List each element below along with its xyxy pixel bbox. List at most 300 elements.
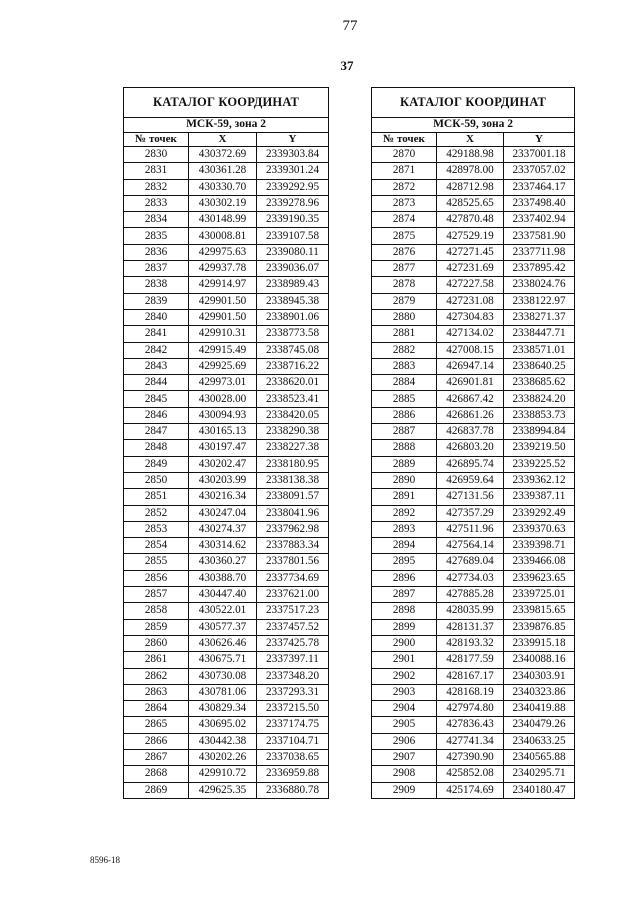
cell-y: 2337895.42 <box>504 261 575 277</box>
table-row <box>372 179 575 195</box>
cell-point-number: 2871 <box>372 163 437 179</box>
cell-x: 430829.34 <box>189 701 257 717</box>
cell-point-number: 2906 <box>372 733 437 749</box>
cell-point-number: 2857 <box>124 587 189 603</box>
cell-y: 2338091.57 <box>257 489 329 505</box>
cell-y: 2337104.71 <box>257 733 329 749</box>
cell-point-number: 2891 <box>372 489 437 505</box>
cell-point-number: 2890 <box>372 472 437 488</box>
cell-y: 2337425.78 <box>257 635 329 651</box>
cell-point-number: 2899 <box>372 619 437 635</box>
table-row <box>372 326 575 342</box>
cell-point-number: 2909 <box>372 782 437 798</box>
cell-x: 427564.14 <box>437 538 504 554</box>
catalog-title: КАТАЛОГ КООРДИНАТ <box>372 88 575 118</box>
cell-y: 2338420.05 <box>257 407 329 423</box>
cell-x: 427357.29 <box>437 505 504 521</box>
cell-x: 428193.32 <box>437 635 504 651</box>
table-row <box>372 587 575 603</box>
cell-y: 2338523.41 <box>257 391 329 407</box>
cell-y: 2339876.85 <box>504 619 575 635</box>
cell-x: 430330.70 <box>189 179 257 195</box>
table-row <box>124 766 329 782</box>
table-row <box>124 489 329 505</box>
cell-y: 2339278.96 <box>257 195 329 211</box>
cell-x: 426901.81 <box>437 375 504 391</box>
cell-point-number: 2902 <box>372 668 437 684</box>
cell-point-number: 2907 <box>372 749 437 765</box>
table-row <box>372 440 575 456</box>
cell-point-number: 2835 <box>124 228 189 244</box>
table-row <box>124 554 329 570</box>
table-row <box>372 342 575 358</box>
cell-x: 430675.71 <box>189 652 257 668</box>
cell-point-number: 2830 <box>124 147 189 163</box>
cell-point-number: 2884 <box>372 375 437 391</box>
cell-point-number: 2874 <box>372 212 437 228</box>
cell-point-number: 2898 <box>372 603 437 619</box>
cell-point-number: 2850 <box>124 472 189 488</box>
cell-y: 2340419.88 <box>504 701 575 717</box>
cell-x: 430442.38 <box>189 733 257 749</box>
column-header-point: № точек <box>372 132 437 147</box>
cell-y: 2336880.78 <box>257 782 329 798</box>
cell-point-number: 2905 <box>372 717 437 733</box>
cell-y: 2339080.11 <box>257 244 329 260</box>
cell-y: 2338024.76 <box>504 277 575 293</box>
cell-y: 2338745.08 <box>257 342 329 358</box>
cell-y: 2337057.02 <box>504 163 575 179</box>
cell-point-number: 2856 <box>124 570 189 586</box>
table-row <box>124 619 329 635</box>
table-row <box>124 212 329 228</box>
cell-y: 2338640.25 <box>504 358 575 374</box>
catalog-body <box>124 147 329 799</box>
cell-point-number: 2844 <box>124 375 189 391</box>
cell-point-number: 2870 <box>372 147 437 163</box>
cell-x: 428712.98 <box>437 179 504 195</box>
table-row <box>372 489 575 505</box>
column-header-x: X <box>437 132 504 147</box>
table-row <box>372 277 575 293</box>
cell-x: 429625.35 <box>189 782 257 798</box>
cell-point-number: 2897 <box>372 587 437 603</box>
cell-x: 425852.08 <box>437 766 504 782</box>
cell-x: 425174.69 <box>437 782 504 798</box>
table-row <box>124 521 329 537</box>
cell-x: 428167.17 <box>437 668 504 684</box>
table-row <box>372 244 575 260</box>
cell-x: 430202.47 <box>189 456 257 472</box>
cell-x: 430197.47 <box>189 440 257 456</box>
cell-x: 429925.69 <box>189 358 257 374</box>
cell-point-number: 2842 <box>124 342 189 358</box>
cell-x: 429914.97 <box>189 277 257 293</box>
page-number: 77 <box>342 18 358 34</box>
cell-x: 429973.01 <box>189 375 257 391</box>
cell-y: 2339623.65 <box>504 570 575 586</box>
cell-x: 428177.59 <box>437 652 504 668</box>
cell-y: 2339398.71 <box>504 538 575 554</box>
cell-y: 2337621.00 <box>257 587 329 603</box>
table-row <box>124 244 329 260</box>
cell-y: 2337517.23 <box>257 603 329 619</box>
cell-point-number: 2887 <box>372 424 437 440</box>
cell-y: 2337962.98 <box>257 521 329 537</box>
cell-x: 430730.08 <box>189 668 257 684</box>
cell-y: 2338824.20 <box>504 391 575 407</box>
cell-y: 2337883.34 <box>257 538 329 554</box>
cell-x: 428131.37 <box>437 619 504 635</box>
cell-x: 430360.27 <box>189 554 257 570</box>
cell-y: 2337402.94 <box>504 212 575 228</box>
cell-x: 426959.64 <box>437 472 504 488</box>
table-row <box>372 538 575 554</box>
table-row <box>372 635 575 651</box>
cell-x: 430695.02 <box>189 717 257 733</box>
cell-y: 2338716.22 <box>257 358 329 374</box>
table-row <box>124 261 329 277</box>
table-row <box>372 407 575 423</box>
table-row <box>124 293 329 309</box>
cell-x: 430781.06 <box>189 684 257 700</box>
cell-x: 429937.78 <box>189 261 257 277</box>
cell-point-number: 2894 <box>372 538 437 554</box>
cell-x: 430361.28 <box>189 163 257 179</box>
table-row <box>372 424 575 440</box>
cell-point-number: 2882 <box>372 342 437 358</box>
cell-x: 430202.26 <box>189 749 257 765</box>
cell-y: 2337457.52 <box>257 619 329 635</box>
cell-point-number: 2832 <box>124 179 189 195</box>
cell-y: 2338227.38 <box>257 440 329 456</box>
cell-point-number: 2866 <box>124 733 189 749</box>
cell-point-number: 2875 <box>372 228 437 244</box>
cell-y: 2337174.75 <box>257 717 329 733</box>
cell-point-number: 2851 <box>124 489 189 505</box>
cell-y: 2339219.50 <box>504 440 575 456</box>
table-row <box>124 424 329 440</box>
table-row <box>372 749 575 765</box>
cell-y: 2338180.95 <box>257 456 329 472</box>
cell-y: 2339190.35 <box>257 212 329 228</box>
table-row <box>124 652 329 668</box>
cell-point-number: 2904 <box>372 701 437 717</box>
table-row <box>372 309 575 325</box>
cell-y: 2337215.50 <box>257 701 329 717</box>
cell-y: 2338290.38 <box>257 424 329 440</box>
cell-point-number: 2888 <box>372 440 437 456</box>
cell-point-number: 2901 <box>372 652 437 668</box>
cell-y: 2340303.91 <box>504 668 575 684</box>
cell-y: 2337498.40 <box>504 195 575 211</box>
cell-point-number: 2853 <box>124 521 189 537</box>
cell-point-number: 2872 <box>372 179 437 195</box>
table-row <box>372 472 575 488</box>
cell-point-number: 2859 <box>124 619 189 635</box>
cell-y: 2339292.49 <box>504 505 575 521</box>
cell-point-number: 2855 <box>124 554 189 570</box>
table-row <box>124 733 329 749</box>
table-row <box>124 358 329 374</box>
cell-x: 430522.01 <box>189 603 257 619</box>
cell-point-number: 2903 <box>372 684 437 700</box>
cell-x: 427529.19 <box>437 228 504 244</box>
table-row <box>372 701 575 717</box>
cell-y: 2339370.63 <box>504 521 575 537</box>
cell-x: 429901.50 <box>189 309 257 325</box>
cell-point-number: 2834 <box>124 212 189 228</box>
table-row <box>372 668 575 684</box>
cell-x: 427271.45 <box>437 244 504 260</box>
catalog-title: КАТАЛОГ КООРДИНАТ <box>124 88 329 118</box>
cell-x: 426895.74 <box>437 456 504 472</box>
cell-x: 427131.56 <box>437 489 504 505</box>
cell-y: 2339725.01 <box>504 587 575 603</box>
cell-x: 427885.28 <box>437 587 504 603</box>
table-row <box>124 163 329 179</box>
table-row <box>124 782 329 798</box>
cell-x: 429901.50 <box>189 293 257 309</box>
cell-point-number: 2873 <box>372 195 437 211</box>
table-row <box>372 195 575 211</box>
cell-point-number: 2885 <box>372 391 437 407</box>
cell-y: 2338773.58 <box>257 326 329 342</box>
cell-y: 2339362.12 <box>504 472 575 488</box>
cell-y: 2339303.84 <box>257 147 329 163</box>
cell-x: 430577.37 <box>189 619 257 635</box>
cell-x: 427870.48 <box>437 212 504 228</box>
cell-x: 430165.13 <box>189 424 257 440</box>
cell-y: 2338853.73 <box>504 407 575 423</box>
cell-x: 429910.31 <box>189 326 257 342</box>
table-row <box>124 195 329 211</box>
cell-x: 427836.43 <box>437 717 504 733</box>
cell-x: 427304.83 <box>437 309 504 325</box>
table-row <box>372 619 575 635</box>
cell-point-number: 2878 <box>372 277 437 293</box>
cell-y: 2337001.18 <box>504 147 575 163</box>
cell-x: 426947.14 <box>437 358 504 374</box>
cell-y: 2339815.65 <box>504 603 575 619</box>
cell-point-number: 2908 <box>372 766 437 782</box>
cell-x: 430302.19 <box>189 195 257 211</box>
cell-point-number: 2847 <box>124 424 189 440</box>
cell-x: 427741.34 <box>437 733 504 749</box>
cell-point-number: 2896 <box>372 570 437 586</box>
cell-y: 2337464.17 <box>504 179 575 195</box>
table-row <box>124 505 329 521</box>
cell-y: 2338447.71 <box>504 326 575 342</box>
table-row <box>372 554 575 570</box>
cell-x: 430148.99 <box>189 212 257 228</box>
table-row <box>372 603 575 619</box>
column-header-point: № точек <box>124 132 189 147</box>
cell-point-number: 2877 <box>372 261 437 277</box>
cell-x: 430094.93 <box>189 407 257 423</box>
table-row <box>124 717 329 733</box>
cell-x: 428978.00 <box>437 163 504 179</box>
cell-y: 2338041.96 <box>257 505 329 521</box>
cell-x: 427689.04 <box>437 554 504 570</box>
table-row <box>124 668 329 684</box>
cell-point-number: 2863 <box>124 684 189 700</box>
cell-y: 2336959.88 <box>257 766 329 782</box>
table-row <box>124 684 329 700</box>
page-subnumber: 37 <box>340 58 354 73</box>
cell-y: 2337581.90 <box>504 228 575 244</box>
cell-point-number: 2893 <box>372 521 437 537</box>
cell-y: 2338620.01 <box>257 375 329 391</box>
cell-point-number: 2864 <box>124 701 189 717</box>
cell-point-number: 2860 <box>124 635 189 651</box>
cell-x: 427511.96 <box>437 521 504 537</box>
cell-y: 2340088.16 <box>504 652 575 668</box>
table-row <box>124 570 329 586</box>
table-row <box>124 228 329 244</box>
cell-point-number: 2833 <box>124 195 189 211</box>
cell-y: 2337801.56 <box>257 554 329 570</box>
table-row <box>124 277 329 293</box>
table-row <box>372 293 575 309</box>
table-row <box>372 147 575 163</box>
cell-x: 429188.98 <box>437 147 504 163</box>
table-row <box>372 684 575 700</box>
coordinate-catalog-left <box>123 87 329 799</box>
cell-x: 430372.69 <box>189 147 257 163</box>
cell-y: 2340633.25 <box>504 733 575 749</box>
table-row <box>372 456 575 472</box>
table-row <box>124 407 329 423</box>
cell-point-number: 2849 <box>124 456 189 472</box>
table-row <box>124 179 329 195</box>
cell-x: 427134.02 <box>437 326 504 342</box>
table-row <box>372 163 575 179</box>
cell-x: 430314.62 <box>189 538 257 554</box>
cell-x: 426867.42 <box>437 391 504 407</box>
cell-y: 2338685.62 <box>504 375 575 391</box>
cell-y: 2340180.47 <box>504 782 575 798</box>
cell-x: 430247.04 <box>189 505 257 521</box>
table-row <box>372 358 575 374</box>
cell-point-number: 2876 <box>372 244 437 260</box>
table-row <box>372 717 575 733</box>
table-row <box>372 652 575 668</box>
cell-y: 2337734.69 <box>257 570 329 586</box>
cell-point-number: 2889 <box>372 456 437 472</box>
cell-x: 426803.20 <box>437 440 504 456</box>
cell-y: 2339292.95 <box>257 179 329 195</box>
table-row <box>372 766 575 782</box>
catalog-body <box>372 147 575 799</box>
cell-x: 430008.81 <box>189 228 257 244</box>
cell-point-number: 2858 <box>124 603 189 619</box>
cell-y: 2338989.43 <box>257 277 329 293</box>
cell-y: 2337397.11 <box>257 652 329 668</box>
table-row <box>124 326 329 342</box>
cell-point-number: 2869 <box>124 782 189 798</box>
cell-x: 427231.08 <box>437 293 504 309</box>
cell-point-number: 2861 <box>124 652 189 668</box>
cell-x: 429975.63 <box>189 244 257 260</box>
cell-point-number: 2848 <box>124 440 189 456</box>
cell-y: 2339301.24 <box>257 163 329 179</box>
cell-point-number: 2838 <box>124 277 189 293</box>
cell-point-number: 2880 <box>372 309 437 325</box>
cell-point-number: 2868 <box>124 766 189 782</box>
catalog-zone: МСК-59, зона 2 <box>124 118 329 133</box>
cell-y: 2337348.20 <box>257 668 329 684</box>
cell-point-number: 2854 <box>124 538 189 554</box>
cell-x: 427227.58 <box>437 277 504 293</box>
table-row <box>124 391 329 407</box>
cell-y: 2337038.65 <box>257 749 329 765</box>
cell-x: 426861.26 <box>437 407 504 423</box>
cell-point-number: 2865 <box>124 717 189 733</box>
coordinate-catalog-right <box>371 87 575 799</box>
cell-point-number: 2841 <box>124 326 189 342</box>
cell-y: 2340295.71 <box>504 766 575 782</box>
table-row <box>124 587 329 603</box>
table-row <box>124 375 329 391</box>
table-row <box>372 505 575 521</box>
cell-x: 430216.34 <box>189 489 257 505</box>
cell-x: 428035.99 <box>437 603 504 619</box>
cell-point-number: 2881 <box>372 326 437 342</box>
cell-x: 430447.40 <box>189 587 257 603</box>
cell-x: 430203.99 <box>189 472 257 488</box>
cell-y: 2339107.58 <box>257 228 329 244</box>
column-header-y: Y <box>504 132 575 147</box>
cell-x: 429915.49 <box>189 342 257 358</box>
cell-x: 426837.78 <box>437 424 504 440</box>
column-header-y: Y <box>257 132 329 147</box>
cell-y: 2339387.11 <box>504 489 575 505</box>
table-row <box>124 472 329 488</box>
cell-y: 2337711.98 <box>504 244 575 260</box>
cell-point-number: 2867 <box>124 749 189 765</box>
cell-y: 2338271.37 <box>504 309 575 325</box>
table-row <box>124 342 329 358</box>
table-row <box>372 391 575 407</box>
column-header-x: X <box>189 132 257 147</box>
table-row <box>124 635 329 651</box>
cell-x: 427008.15 <box>437 342 504 358</box>
document-code: 8596-18 <box>90 855 120 865</box>
cell-point-number: 2879 <box>372 293 437 309</box>
cell-x: 427231.69 <box>437 261 504 277</box>
cell-point-number: 2843 <box>124 358 189 374</box>
cell-y: 2339225.52 <box>504 456 575 472</box>
cell-x: 430274.37 <box>189 521 257 537</box>
cell-point-number: 2895 <box>372 554 437 570</box>
table-row <box>372 261 575 277</box>
cell-point-number: 2862 <box>124 668 189 684</box>
cell-x: 429910.72 <box>189 766 257 782</box>
cell-y: 2339466.08 <box>504 554 575 570</box>
cell-x: 427734.03 <box>437 570 504 586</box>
table-row <box>372 733 575 749</box>
cell-point-number: 2831 <box>124 163 189 179</box>
catalog-zone: МСК-59, зона 2 <box>372 118 575 133</box>
cell-point-number: 2852 <box>124 505 189 521</box>
table-row <box>124 749 329 765</box>
cell-y: 2339036.07 <box>257 261 329 277</box>
cell-x: 427390.90 <box>437 749 504 765</box>
cell-point-number: 2883 <box>372 358 437 374</box>
cell-y: 2338138.38 <box>257 472 329 488</box>
table-row <box>124 456 329 472</box>
